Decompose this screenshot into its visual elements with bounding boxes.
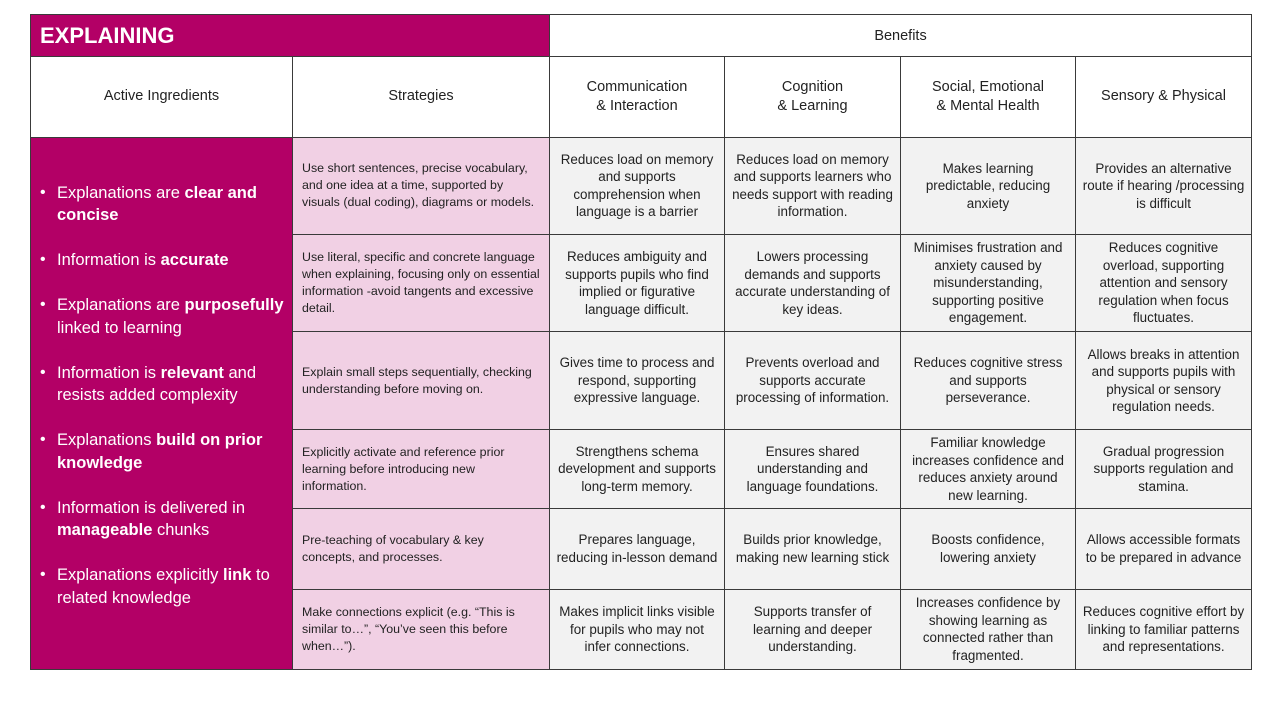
ingredient-text: Explanations xyxy=(57,431,157,450)
ingredient-item xyxy=(57,362,284,407)
social-benefit: Boosts confidence, lowering anxiety xyxy=(901,509,1076,589)
cognition-benefit: Supports transfer of learning and deeper understanding. xyxy=(725,589,901,669)
page-title: EXPLAINING xyxy=(31,15,550,57)
strategy-cell: Use short sentences, precise vocabulary, and one idea at a time, supported by visuals (dual coding), diagrams or models. xyxy=(293,137,550,234)
sensory-header: Sensory & Physical xyxy=(1076,57,1252,137)
strategy-cell: Use literal, specific and concrete language when explaining, focusing only on essential information -avoid tangents and excessive detail. xyxy=(293,234,550,331)
social-benefit: Familiar knowledge increases confidence and reduces anxiety around new learning. xyxy=(901,429,1076,508)
ingredient-text: Explanations explicitly xyxy=(57,566,223,585)
ingredient-text: linked to learning xyxy=(57,318,182,337)
social-header-line: Social, Emotional xyxy=(931,78,1045,95)
strategies-header: Strategies xyxy=(293,57,550,137)
benefits-heading: Benefits xyxy=(550,15,1252,57)
cognition-benefit: Reduces load on memory and supports learners who needs support with reading information. xyxy=(725,137,901,234)
active-ingredients-panel xyxy=(31,137,293,669)
cognition-header xyxy=(725,57,901,137)
ingredient-text: and resists added complexity xyxy=(57,363,257,405)
strategy-cell: Explicitly activate and reference prior learning before introducing new information. xyxy=(293,429,550,508)
ingredients-list xyxy=(31,138,292,610)
ingredient-text: Explanations are xyxy=(57,183,185,202)
cognition-benefit: Ensures shared understanding and language foundations. xyxy=(725,429,901,508)
strategy-cell: Explain small steps sequentially, checking understanding before moving on. xyxy=(293,332,550,429)
ingredient-item xyxy=(57,182,284,227)
ingredient-item xyxy=(57,249,284,272)
cognition-header-line: Cognition xyxy=(781,78,844,95)
ingredient-item xyxy=(57,429,284,474)
ingredient-emphasis: purposefully xyxy=(184,296,284,315)
sensory-benefit: Provides an alternative route if hearing /processing is difficult xyxy=(1076,137,1252,234)
ingredient-emphasis: relevant xyxy=(160,363,224,382)
ingredient-item xyxy=(57,564,284,609)
ingredient-text: Information is xyxy=(57,363,161,382)
communication-benefit: Reduces load on memory and supports comprehension when language is a barrier xyxy=(550,137,725,234)
social-benefit: Minimises frustration and anxiety caused by misunderstanding, supporting positive engagement. xyxy=(901,234,1076,331)
sensory-benefit: Allows breaks in attention and supports pupils with physical or sensory regulation needs. xyxy=(1076,332,1252,429)
cognition-header-line: & Learning xyxy=(777,97,848,114)
ingredient-emphasis: manageable xyxy=(57,521,153,540)
ingredient-emphasis: accurate xyxy=(160,251,229,270)
active-ingredients-header: Active Ingredients xyxy=(31,57,293,137)
sensory-benefit: Gradual progression supports regulation and stamina. xyxy=(1076,429,1252,508)
sensory-benefit: Reduces cognitive effort by linking to familiar patterns and representations. xyxy=(1076,589,1252,669)
communication-benefit: Makes implicit links visible for pupils who may not infer connections. xyxy=(550,589,725,669)
sensory-benefit: Reduces cognitive overload, supporting attention and sensory regulation when focus fluctuates. xyxy=(1076,234,1252,331)
communication-header-line: Communication xyxy=(586,78,688,95)
communication-benefit: Strengthens schema development and supports long-term memory. xyxy=(550,429,725,508)
communication-benefit: Reduces ambiguity and supports pupils who find implied or figurative language difficult. xyxy=(550,234,725,331)
ingredient-text: to related knowledge xyxy=(57,566,270,607)
ingredient-emphasis: clear and concise xyxy=(57,183,257,225)
strategy-cell: Pre-teaching of vocabulary & key concepts, and processes. xyxy=(293,509,550,589)
strategy-cell: Make connections explicit (e.g. “This is similar to…”, “You’ve seen this before when…”). xyxy=(293,589,550,669)
ingredient-item xyxy=(57,497,284,542)
ingredient-text: chunks xyxy=(152,521,210,540)
social-benefit: Reduces cognitive stress and supports perseverance. xyxy=(901,332,1076,429)
social-benefit: Makes learning predictable, reducing anxiety xyxy=(901,137,1076,234)
cognition-benefit: Prevents overload and supports accurate processing of information. xyxy=(725,332,901,429)
communication-benefit: Gives time to process and respond, supporting expressive language. xyxy=(550,332,725,429)
communication-header xyxy=(550,57,725,137)
explaining-table xyxy=(30,14,1252,670)
ingredient-emphasis: link xyxy=(223,566,252,585)
communication-benefit: Prepares language, reducing in-lesson demand xyxy=(550,509,725,589)
ingredient-text: Explanations are xyxy=(57,296,185,315)
social-header xyxy=(901,57,1076,137)
cognition-benefit: Lowers processing demands and supports accurate understanding of key ideas. xyxy=(725,234,901,331)
sensory-benefit: Allows accessible formats to be prepared in advance xyxy=(1076,509,1252,589)
ingredient-text: Information is delivered in xyxy=(57,498,246,517)
cognition-benefit: Builds prior knowledge, making new learning stick xyxy=(725,509,901,589)
ingredient-item xyxy=(57,294,284,339)
ingredient-emphasis: build on prior knowledge xyxy=(57,431,263,472)
social-benefit: Increases confidence by showing learning as connected rather than fragmented. xyxy=(901,589,1076,669)
ingredient-text: Information is xyxy=(57,251,161,270)
communication-header-line: & Interaction xyxy=(596,97,678,114)
social-header-line: & Mental Health xyxy=(936,97,1040,114)
